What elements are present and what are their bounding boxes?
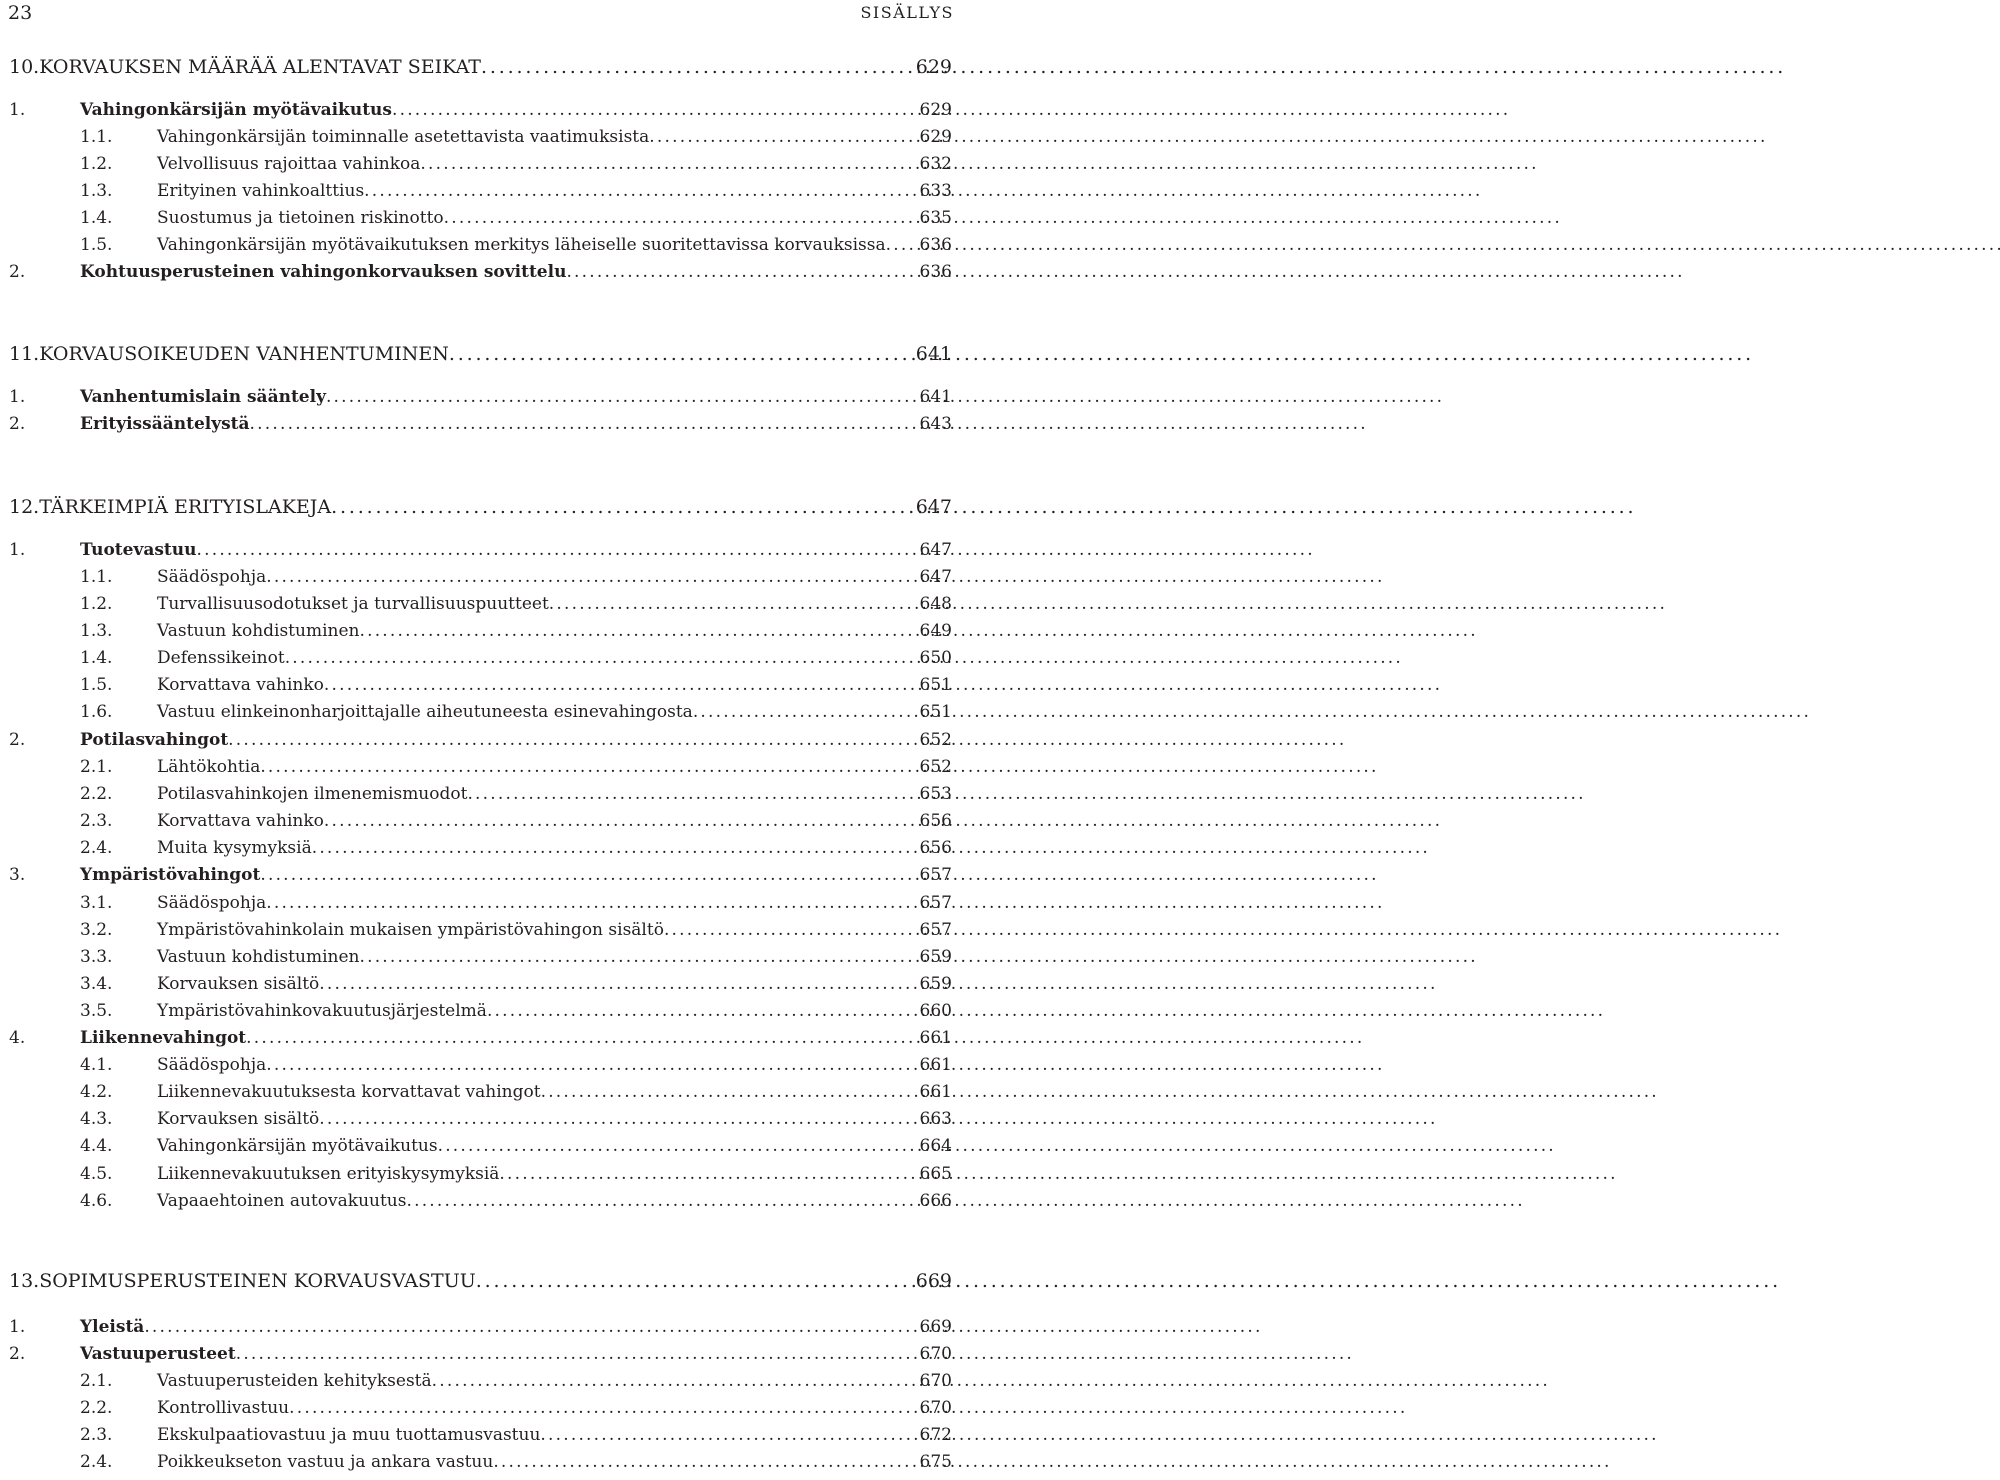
toc-entry bbox=[0, 384, 960, 411]
toc-entry bbox=[0, 537, 960, 564]
toc-title: Yleistä bbox=[80, 1317, 145, 1337]
toc-number: 1.6. bbox=[80, 702, 113, 722]
toc-entry bbox=[0, 1188, 960, 1215]
toc-number: 12. bbox=[9, 496, 40, 518]
toc-title: Muita kysymyksiä bbox=[157, 838, 312, 858]
dot-leader bbox=[324, 672, 908, 699]
toc-entry bbox=[0, 1368, 960, 1395]
toc-entry bbox=[0, 178, 960, 205]
dot-leader bbox=[493, 1449, 908, 1476]
toc-page-number: 659 bbox=[919, 947, 952, 967]
toc-number: 2. bbox=[9, 730, 26, 750]
toc-number: 2. bbox=[9, 414, 26, 434]
toc-title: Säädöspohja bbox=[157, 893, 267, 913]
toc-page-number: 670 bbox=[919, 1344, 952, 1364]
toc-entry bbox=[0, 564, 960, 591]
toc-entry bbox=[0, 862, 960, 889]
toc-page-number: 657 bbox=[919, 920, 952, 940]
toc-page-number: 647 bbox=[915, 496, 952, 518]
toc-title: Vastuun kohdistuminen bbox=[157, 947, 360, 967]
toc-title: Potilasvahingot bbox=[80, 730, 229, 750]
toc-title: Korvauksen sisältö bbox=[157, 974, 320, 994]
toc-entry bbox=[0, 944, 960, 971]
toc-page-number: 651 bbox=[919, 702, 952, 722]
toc-entry bbox=[0, 232, 960, 259]
toc-title: Vastuun kohdistuminen bbox=[157, 621, 360, 641]
toc-chapter bbox=[0, 1268, 960, 1295]
dot-leader bbox=[319, 1106, 908, 1133]
toc-title: Liikennevakuutuksesta korvattavat vahingot bbox=[157, 1082, 541, 1102]
toc-title: Defenssikeinot bbox=[157, 648, 285, 668]
toc-entry bbox=[0, 1052, 960, 1079]
toc-page-number: 653 bbox=[919, 784, 952, 804]
toc-title: KORVAUSOIKEUDEN VANHENTUMINEN bbox=[39, 343, 449, 365]
dot-leader bbox=[693, 699, 908, 726]
toc-page-number: 656 bbox=[919, 811, 952, 831]
toc-title: Tuotevastuu bbox=[80, 540, 197, 560]
dot-leader bbox=[406, 1188, 908, 1215]
toc-number: 4.3. bbox=[80, 1109, 113, 1129]
toc-title: Säädöspohja bbox=[157, 567, 267, 587]
toc-page-number: 663 bbox=[919, 1109, 952, 1129]
dot-leader bbox=[289, 1395, 908, 1422]
toc-title: Kohtuusperusteinen vahingonkorvauksen sovittelu bbox=[80, 262, 567, 282]
dot-leader bbox=[312, 835, 908, 862]
dot-leader bbox=[260, 862, 908, 889]
toc-title: Korvattava vahinko bbox=[157, 811, 324, 831]
toc-entry bbox=[0, 618, 960, 645]
toc-number: 10. bbox=[9, 56, 40, 78]
toc-chapter bbox=[0, 341, 960, 368]
dot-leader bbox=[566, 259, 908, 286]
toc-number: 1. bbox=[9, 1317, 26, 1337]
toc-page-number: 648 bbox=[919, 594, 952, 614]
toc-entry bbox=[0, 1341, 960, 1368]
dot-leader bbox=[664, 917, 908, 944]
toc-number: 1.3. bbox=[80, 621, 113, 641]
dot-leader bbox=[467, 781, 908, 808]
toc-title: Vahingonkärsijän toiminnalle asetettavista vaatimuksista bbox=[157, 127, 650, 147]
dot-leader bbox=[649, 124, 908, 151]
toc-page-number: 670 bbox=[919, 1398, 952, 1418]
toc-entry bbox=[0, 124, 960, 151]
toc-number: 2.1. bbox=[80, 1371, 113, 1391]
toc-title: Liikennevakuutuksen erityiskysymyksiä bbox=[157, 1164, 500, 1184]
toc-number: 1.2. bbox=[80, 594, 113, 614]
table-of-contents bbox=[0, 0, 960, 1480]
toc-chapter bbox=[0, 54, 960, 81]
toc-number: 2.4. bbox=[80, 838, 113, 858]
toc-number: 3. bbox=[9, 865, 26, 885]
toc-number: 1.5. bbox=[80, 235, 113, 255]
dot-leader bbox=[487, 998, 908, 1025]
toc-page-number: 664 bbox=[919, 1136, 952, 1156]
toc-page-number: 636 bbox=[919, 235, 952, 255]
toc-entry bbox=[0, 1314, 960, 1341]
toc-entry bbox=[0, 672, 960, 699]
toc-title: Ympäristövahinkovakuutusjärjestelmä bbox=[157, 1001, 487, 1021]
toc-title: Vanhentumislain sääntely bbox=[80, 387, 326, 407]
dot-leader bbox=[549, 591, 908, 618]
toc-entry bbox=[0, 971, 960, 998]
toc-number: 2.2. bbox=[80, 1398, 113, 1418]
dot-leader bbox=[144, 1314, 908, 1341]
toc-number: 1.4. bbox=[80, 208, 113, 228]
toc-page-number: 675 bbox=[919, 1452, 952, 1472]
toc-number: 1.2. bbox=[80, 154, 113, 174]
toc-entry bbox=[0, 1395, 960, 1422]
toc-page-number: 665 bbox=[919, 1164, 952, 1184]
toc-number: 3.2. bbox=[80, 920, 113, 940]
toc-entry bbox=[0, 1449, 960, 1476]
dot-leader bbox=[266, 564, 908, 591]
toc-page-number: 661 bbox=[919, 1055, 952, 1075]
toc-page-number: 670 bbox=[919, 1371, 952, 1391]
toc-page-number: 652 bbox=[919, 757, 952, 777]
toc-number: 2.2. bbox=[80, 784, 113, 804]
toc-number: 1.3. bbox=[80, 181, 113, 201]
toc-page-number: 636 bbox=[919, 262, 952, 282]
dot-leader bbox=[432, 1368, 908, 1395]
toc-title: Vahingonkärsijän myötävaikutuksen merkitys läheiselle suoritettavissa korvauksissa bbox=[157, 235, 886, 255]
toc-number: 4.4. bbox=[80, 1136, 113, 1156]
toc-number: 2.1. bbox=[80, 757, 113, 777]
toc-entry bbox=[0, 411, 960, 438]
toc-number: 2.3. bbox=[80, 1425, 113, 1445]
dot-leader bbox=[324, 808, 908, 835]
toc-page-number: 647 bbox=[919, 540, 952, 560]
toc-number: 3.4. bbox=[80, 974, 113, 994]
toc-title: Ekskulpaatiovastuu ja muu tuottamusvastuu bbox=[157, 1425, 541, 1445]
toc-page-number: 641 bbox=[915, 343, 952, 365]
dot-leader bbox=[197, 537, 909, 564]
toc-number: 13. bbox=[9, 1270, 40, 1292]
toc-title: Vastuuperusteiden kehityksestä bbox=[157, 1371, 432, 1391]
dot-leader bbox=[359, 944, 908, 971]
dot-leader bbox=[540, 1422, 908, 1449]
toc-entry bbox=[0, 1079, 960, 1106]
toc-page-number: 661 bbox=[919, 1082, 952, 1102]
toc-number: 1.1. bbox=[80, 567, 113, 587]
page-number: 23 bbox=[8, 2, 33, 24]
toc-title: Liikennevahingot bbox=[80, 1028, 247, 1048]
toc-chapter bbox=[0, 494, 960, 521]
dot-leader bbox=[476, 1268, 908, 1295]
toc-title: Vastuu elinkeinonharjoittajalle aiheutuneesta esinevahingosta bbox=[157, 702, 693, 722]
toc-page-number: 669 bbox=[919, 1317, 952, 1337]
dot-leader bbox=[331, 494, 908, 521]
dot-leader bbox=[541, 1079, 908, 1106]
toc-entry bbox=[0, 1422, 960, 1449]
toc-title: Lähtökohtia bbox=[157, 757, 261, 777]
toc-page-number: 633 bbox=[919, 181, 952, 201]
toc-title: Vastuuperusteet bbox=[80, 1344, 236, 1364]
toc-entry bbox=[0, 1106, 960, 1133]
toc-page-number: 629 bbox=[919, 100, 952, 120]
toc-page-number: 657 bbox=[919, 865, 952, 885]
toc-page-number: 650 bbox=[919, 648, 952, 668]
toc-entry bbox=[0, 259, 960, 286]
toc-title: KORVAUKSEN MÄÄRÄÄ ALENTAVAT SEIKAT bbox=[39, 56, 481, 78]
dot-leader bbox=[392, 97, 908, 124]
toc-entry bbox=[0, 781, 960, 808]
toc-page-number: 657 bbox=[919, 893, 952, 913]
toc-title: Velvollisuus rajoittaa vahinkoa bbox=[157, 154, 421, 174]
dot-leader bbox=[250, 411, 908, 438]
toc-page-number: 672 bbox=[919, 1425, 952, 1445]
dot-leader bbox=[886, 232, 908, 259]
toc-number: 2.4. bbox=[80, 1452, 113, 1472]
toc-entry bbox=[0, 1025, 960, 1052]
toc-number: 2. bbox=[9, 262, 26, 282]
dot-leader bbox=[236, 1341, 908, 1368]
dot-leader bbox=[285, 645, 908, 672]
toc-page-number: 656 bbox=[919, 838, 952, 858]
toc-entry bbox=[0, 151, 960, 178]
toc-number: 1. bbox=[9, 540, 26, 560]
toc-entry bbox=[0, 808, 960, 835]
toc-page-number: 641 bbox=[919, 387, 952, 407]
toc-page-number: 629 bbox=[919, 127, 952, 147]
toc-title: Korvattava vahinko bbox=[157, 675, 324, 695]
toc-number: 1. bbox=[9, 100, 26, 120]
dot-leader bbox=[499, 1161, 908, 1188]
toc-entry bbox=[0, 754, 960, 781]
toc-number: 4.5. bbox=[80, 1164, 113, 1184]
dot-leader bbox=[420, 151, 908, 178]
toc-entry bbox=[0, 1161, 960, 1188]
toc-entry bbox=[0, 97, 960, 124]
dot-leader bbox=[319, 971, 908, 998]
toc-title: Vahingonkärsijän myötävaikutus bbox=[157, 1136, 438, 1156]
toc-number: 1.4. bbox=[80, 648, 113, 668]
toc-title: Vapaaehtoinen autovakuutus bbox=[157, 1191, 407, 1211]
toc-entry bbox=[0, 727, 960, 754]
running-head: SISÄLLYS bbox=[860, 3, 954, 22]
toc-entry bbox=[0, 998, 960, 1025]
dot-leader bbox=[359, 618, 908, 645]
toc-title: Erityinen vahinkoalttius bbox=[157, 181, 365, 201]
toc-entry bbox=[0, 205, 960, 232]
toc-title: Turvallisuusodotukset ja turvallisuuspuutteet bbox=[157, 594, 549, 614]
toc-title: SOPIMUSPERUSTEINEN KORVAUSVASTUU bbox=[39, 1270, 476, 1292]
toc-entry bbox=[0, 645, 960, 672]
toc-title: Poikkeukseton vastuu ja ankara vastuu bbox=[157, 1452, 494, 1472]
dot-leader bbox=[449, 341, 908, 368]
toc-number: 3.1. bbox=[80, 893, 113, 913]
toc-number: 11. bbox=[9, 343, 40, 365]
toc-number: 2. bbox=[9, 1344, 26, 1364]
toc-entry bbox=[0, 1133, 960, 1160]
toc-title: Kontrollivastuu bbox=[157, 1398, 290, 1418]
toc-entry bbox=[0, 699, 960, 726]
toc-page-number: 651 bbox=[919, 675, 952, 695]
dot-leader bbox=[246, 1025, 908, 1052]
dot-leader bbox=[481, 54, 908, 81]
dot-leader bbox=[260, 754, 908, 781]
toc-page-number: 669 bbox=[915, 1270, 952, 1292]
toc-title: Erityissääntelystä bbox=[80, 414, 250, 434]
toc-title: Vahingonkärsijän myötävaikutus bbox=[80, 100, 392, 120]
toc-page-number: 659 bbox=[919, 974, 952, 994]
toc-title: Potilasvahinkojen ilmenemismuodot bbox=[157, 784, 468, 804]
toc-page-number: 647 bbox=[919, 567, 952, 587]
toc-page-number: 661 bbox=[919, 1028, 952, 1048]
toc-number: 1. bbox=[9, 387, 26, 407]
toc-title: Säädöspohja bbox=[157, 1055, 267, 1075]
toc-number: 1.5. bbox=[80, 675, 113, 695]
dot-leader bbox=[228, 727, 908, 754]
toc-page-number: 629 bbox=[915, 56, 952, 78]
dot-leader bbox=[326, 384, 908, 411]
toc-number: 4.1. bbox=[80, 1055, 113, 1075]
toc-number: 1.1. bbox=[80, 127, 113, 147]
dot-leader bbox=[444, 205, 908, 232]
toc-number: 3.5. bbox=[80, 1001, 113, 1021]
toc-page-number: 643 bbox=[919, 414, 952, 434]
toc-number: 4.2. bbox=[80, 1082, 113, 1102]
toc-page-number: 632 bbox=[919, 154, 952, 174]
toc-entry bbox=[0, 591, 960, 618]
toc-entry bbox=[0, 835, 960, 862]
toc-number: 3.3. bbox=[80, 947, 113, 967]
toc-entry bbox=[0, 917, 960, 944]
toc-page-number: 649 bbox=[919, 621, 952, 641]
toc-number: 4. bbox=[9, 1028, 26, 1048]
toc-title: TÄRKEIMPIÄ ERITYISLAKEJA bbox=[39, 496, 332, 518]
toc-page-number: 635 bbox=[919, 208, 952, 228]
dot-leader bbox=[266, 890, 908, 917]
toc-page-number: 660 bbox=[919, 1001, 952, 1021]
dot-leader bbox=[266, 1052, 908, 1079]
toc-title: Ympäristövahingot bbox=[80, 865, 261, 885]
dot-leader bbox=[438, 1133, 908, 1160]
toc-page-number: 652 bbox=[919, 730, 952, 750]
toc-title: Ympäristövahinkolain mukaisen ympäristövahingon sisältö bbox=[157, 920, 664, 940]
dot-leader bbox=[364, 178, 908, 205]
toc-title: Suostumus ja tietoinen riskinotto bbox=[157, 208, 444, 228]
toc-number: 4.6. bbox=[80, 1191, 113, 1211]
toc-number: 2.3. bbox=[80, 811, 113, 831]
toc-page-number: 666 bbox=[919, 1191, 952, 1211]
toc-title: Korvauksen sisältö bbox=[157, 1109, 320, 1129]
toc-entry bbox=[0, 890, 960, 917]
